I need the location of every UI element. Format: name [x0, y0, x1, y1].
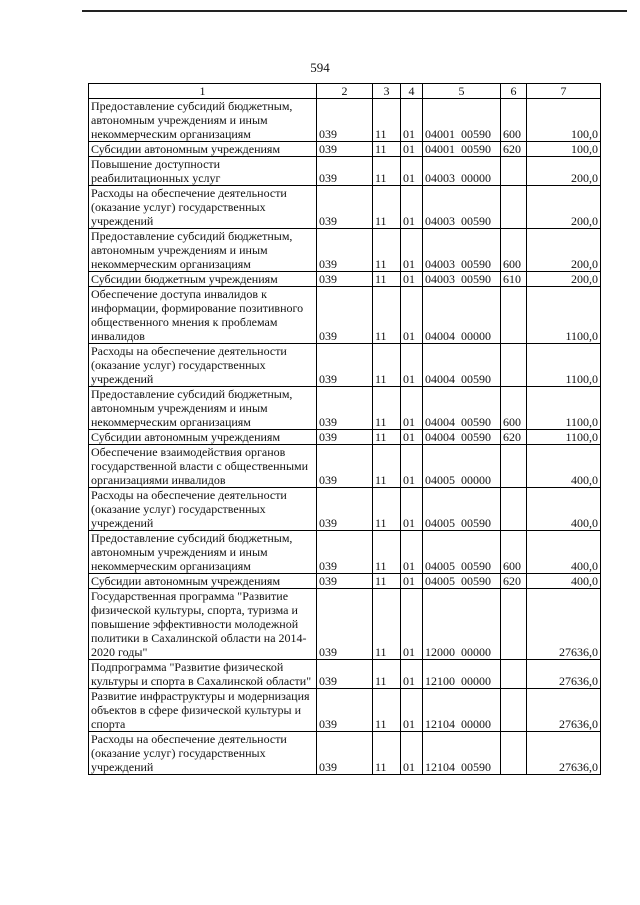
row-target-article: 04003 00000: [423, 157, 501, 186]
row-amount: 200,0: [527, 186, 601, 229]
row-name: Расходы на обеспечение деятельности (оказание услуг) государственных учреждений: [89, 732, 317, 775]
row-code: 039: [317, 287, 373, 344]
row-subsection: 01: [401, 732, 423, 775]
table-row: [89, 660, 601, 689]
table-row: [89, 589, 601, 660]
row-target-article: 04004 00590: [423, 430, 501, 445]
row-expense-type: 620: [501, 574, 527, 589]
table-row: [89, 272, 601, 287]
row-subsection: 01: [401, 387, 423, 430]
row-name: Субсидии бюджетным учреждениям: [89, 272, 317, 287]
row-subsection: 01: [401, 157, 423, 186]
row-code: 039: [317, 660, 373, 689]
top-rule: [82, 10, 627, 12]
table-row: [89, 99, 601, 142]
row-subsection: 01: [401, 488, 423, 531]
row-name: Повышение доступности реабилитационных услуг: [89, 157, 317, 186]
row-code: 039: [317, 445, 373, 488]
row-expense-type: [501, 445, 527, 488]
row-amount: 27636,0: [527, 589, 601, 660]
row-target-article: 04005 00000: [423, 445, 501, 488]
row-target-article: 04004 00590: [423, 387, 501, 430]
row-name: Расходы на обеспечение деятельности (оказание услуг) государственных учреждений: [89, 488, 317, 531]
row-section: 11: [373, 531, 401, 574]
row-amount: 400,0: [527, 445, 601, 488]
row-amount: 100,0: [527, 99, 601, 142]
row-expense-type: [501, 732, 527, 775]
row-name: Субсидии автономным учреждениям: [89, 142, 317, 157]
row-subsection: 01: [401, 689, 423, 732]
row-expense-type: 600: [501, 531, 527, 574]
row-section: 11: [373, 430, 401, 445]
row-target-article: 04005 00590: [423, 531, 501, 574]
row-name: Расходы на обеспечение деятельности (оказание услуг) государственных учреждений: [89, 344, 317, 387]
row-target-article: 04003 00590: [423, 229, 501, 272]
row-name: Субсидии автономным учреждениям: [89, 574, 317, 589]
row-subsection: 01: [401, 287, 423, 344]
row-amount: 200,0: [527, 272, 601, 287]
row-section: 11: [373, 229, 401, 272]
row-code: 039: [317, 99, 373, 142]
row-code: 039: [317, 272, 373, 287]
row-code: 039: [317, 229, 373, 272]
table-row: [89, 574, 601, 589]
row-name: Подпрограмма "Развитие физической культуры и спорта в Сахалинской области": [89, 660, 317, 689]
row-section: 11: [373, 186, 401, 229]
row-section: 11: [373, 488, 401, 531]
header-row: [89, 84, 601, 99]
row-name: Развитие инфраструктуры и модернизация объектов в сфере физической культуры и спорта: [89, 689, 317, 732]
row-target-article: 04005 00590: [423, 488, 501, 531]
row-code: 039: [317, 589, 373, 660]
table-row: [89, 445, 601, 488]
row-section: 11: [373, 344, 401, 387]
row-expense-type: [501, 689, 527, 732]
row-target-article: 12104 00590: [423, 732, 501, 775]
table-row: [89, 430, 601, 445]
row-target-article: 04003 00590: [423, 186, 501, 229]
row-name: Государственная программа "Развитие физической культуры, спорта, туризма и повышение эффективности молодежной политики в Сахалинской области на 2014-2020 годы": [89, 589, 317, 660]
table-row: [89, 287, 601, 344]
row-expense-type: [501, 186, 527, 229]
row-code: 039: [317, 430, 373, 445]
row-amount: 200,0: [527, 229, 601, 272]
row-section: 11: [373, 272, 401, 287]
row-amount: 27636,0: [527, 660, 601, 689]
table-row: [89, 689, 601, 732]
column-header: 2: [317, 84, 373, 99]
row-name: Субсидии автономным учреждениям: [89, 430, 317, 445]
row-expense-type: [501, 589, 527, 660]
row-name: Предоставление субсидий бюджетным, автономным учреждениям и иным некоммерческим организациям: [89, 387, 317, 430]
row-code: 039: [317, 344, 373, 387]
row-section: 11: [373, 660, 401, 689]
column-header: 1: [89, 84, 317, 99]
row-amount: 100,0: [527, 142, 601, 157]
row-target-article: 04003 00590: [423, 272, 501, 287]
row-amount: 1100,0: [527, 287, 601, 344]
row-name: Предоставление субсидий бюджетным, автономным учреждениям и иным некоммерческим организациям: [89, 229, 317, 272]
row-target-article: 04005 00590: [423, 574, 501, 589]
row-section: 11: [373, 287, 401, 344]
row-section: 11: [373, 732, 401, 775]
row-target-article: 04001 00590: [423, 142, 501, 157]
row-amount: 1100,0: [527, 387, 601, 430]
row-code: 039: [317, 689, 373, 732]
table-row: [89, 732, 601, 775]
row-name: Расходы на обеспечение деятельности (оказание услуг) государственных учреждений: [89, 186, 317, 229]
column-header: 3: [373, 84, 401, 99]
row-amount: 1100,0: [527, 430, 601, 445]
row-target-article: 12100 00000: [423, 660, 501, 689]
row-subsection: 01: [401, 142, 423, 157]
row-subsection: 01: [401, 660, 423, 689]
row-expense-type: [501, 488, 527, 531]
row-code: 039: [317, 186, 373, 229]
row-code: 039: [317, 574, 373, 589]
column-header: 7: [527, 84, 601, 99]
row-expense-type: 610: [501, 272, 527, 287]
row-subsection: 01: [401, 445, 423, 488]
row-section: 11: [373, 387, 401, 430]
row-name: Предоставление субсидий бюджетным, автономным учреждениям и иным некоммерческим организациям: [89, 531, 317, 574]
row-subsection: 01: [401, 574, 423, 589]
row-expense-type: 600: [501, 387, 527, 430]
row-section: 11: [373, 142, 401, 157]
row-amount: 200,0: [527, 157, 601, 186]
row-subsection: 01: [401, 344, 423, 387]
row-expense-type: 600: [501, 229, 527, 272]
table-row: [89, 229, 601, 272]
row-amount: 400,0: [527, 531, 601, 574]
row-name: Обеспечение взаимодействия органов государственной власти с общественными организациями инвалидов: [89, 445, 317, 488]
row-expense-type: [501, 157, 527, 186]
row-expense-type: 620: [501, 142, 527, 157]
row-code: 039: [317, 488, 373, 531]
row-subsection: 01: [401, 272, 423, 287]
row-code: 039: [317, 157, 373, 186]
column-header: 5: [423, 84, 501, 99]
row-subsection: 01: [401, 589, 423, 660]
row-code: 039: [317, 387, 373, 430]
row-code: 039: [317, 732, 373, 775]
row-section: 11: [373, 445, 401, 488]
row-expense-type: 600: [501, 99, 527, 142]
row-name: Предоставление субсидий бюджетным, автономным учреждениям и иным некоммерческим организациям: [89, 99, 317, 142]
table-row: [89, 157, 601, 186]
table-row: [89, 344, 601, 387]
table-row: [89, 387, 601, 430]
row-code: 039: [317, 142, 373, 157]
row-amount: 400,0: [527, 488, 601, 531]
row-section: 11: [373, 689, 401, 732]
row-target-article: 12000 00000: [423, 589, 501, 660]
table-row: [89, 531, 601, 574]
row-section: 11: [373, 574, 401, 589]
column-header: 6: [501, 84, 527, 99]
row-section: 11: [373, 157, 401, 186]
row-target-article: 04004 00590: [423, 344, 501, 387]
row-subsection: 01: [401, 186, 423, 229]
row-expense-type: [501, 287, 527, 344]
row-section: 11: [373, 99, 401, 142]
row-expense-type: [501, 660, 527, 689]
row-amount: 400,0: [527, 574, 601, 589]
row-subsection: 01: [401, 531, 423, 574]
column-header: 4: [401, 84, 423, 99]
row-name: Обеспечение доступа инвалидов к информации, формирование позитивного общественного мнения к проблемам инвалидов: [89, 287, 317, 344]
page-number: 594: [310, 60, 330, 75]
row-code: 039: [317, 531, 373, 574]
row-expense-type: 620: [501, 430, 527, 445]
row-amount: 1100,0: [527, 344, 601, 387]
row-subsection: 01: [401, 229, 423, 272]
row-amount: 27636,0: [527, 732, 601, 775]
table-row: [89, 142, 601, 157]
row-target-article: 04004 00000: [423, 287, 501, 344]
row-target-article: 04001 00590: [423, 99, 501, 142]
row-target-article: 12104 00000: [423, 689, 501, 732]
row-subsection: 01: [401, 99, 423, 142]
row-subsection: 01: [401, 430, 423, 445]
budget-table: [88, 83, 601, 775]
table-row: [89, 488, 601, 531]
row-section: 11: [373, 589, 401, 660]
row-amount: 27636,0: [527, 689, 601, 732]
row-expense-type: [501, 344, 527, 387]
table-row: [89, 186, 601, 229]
